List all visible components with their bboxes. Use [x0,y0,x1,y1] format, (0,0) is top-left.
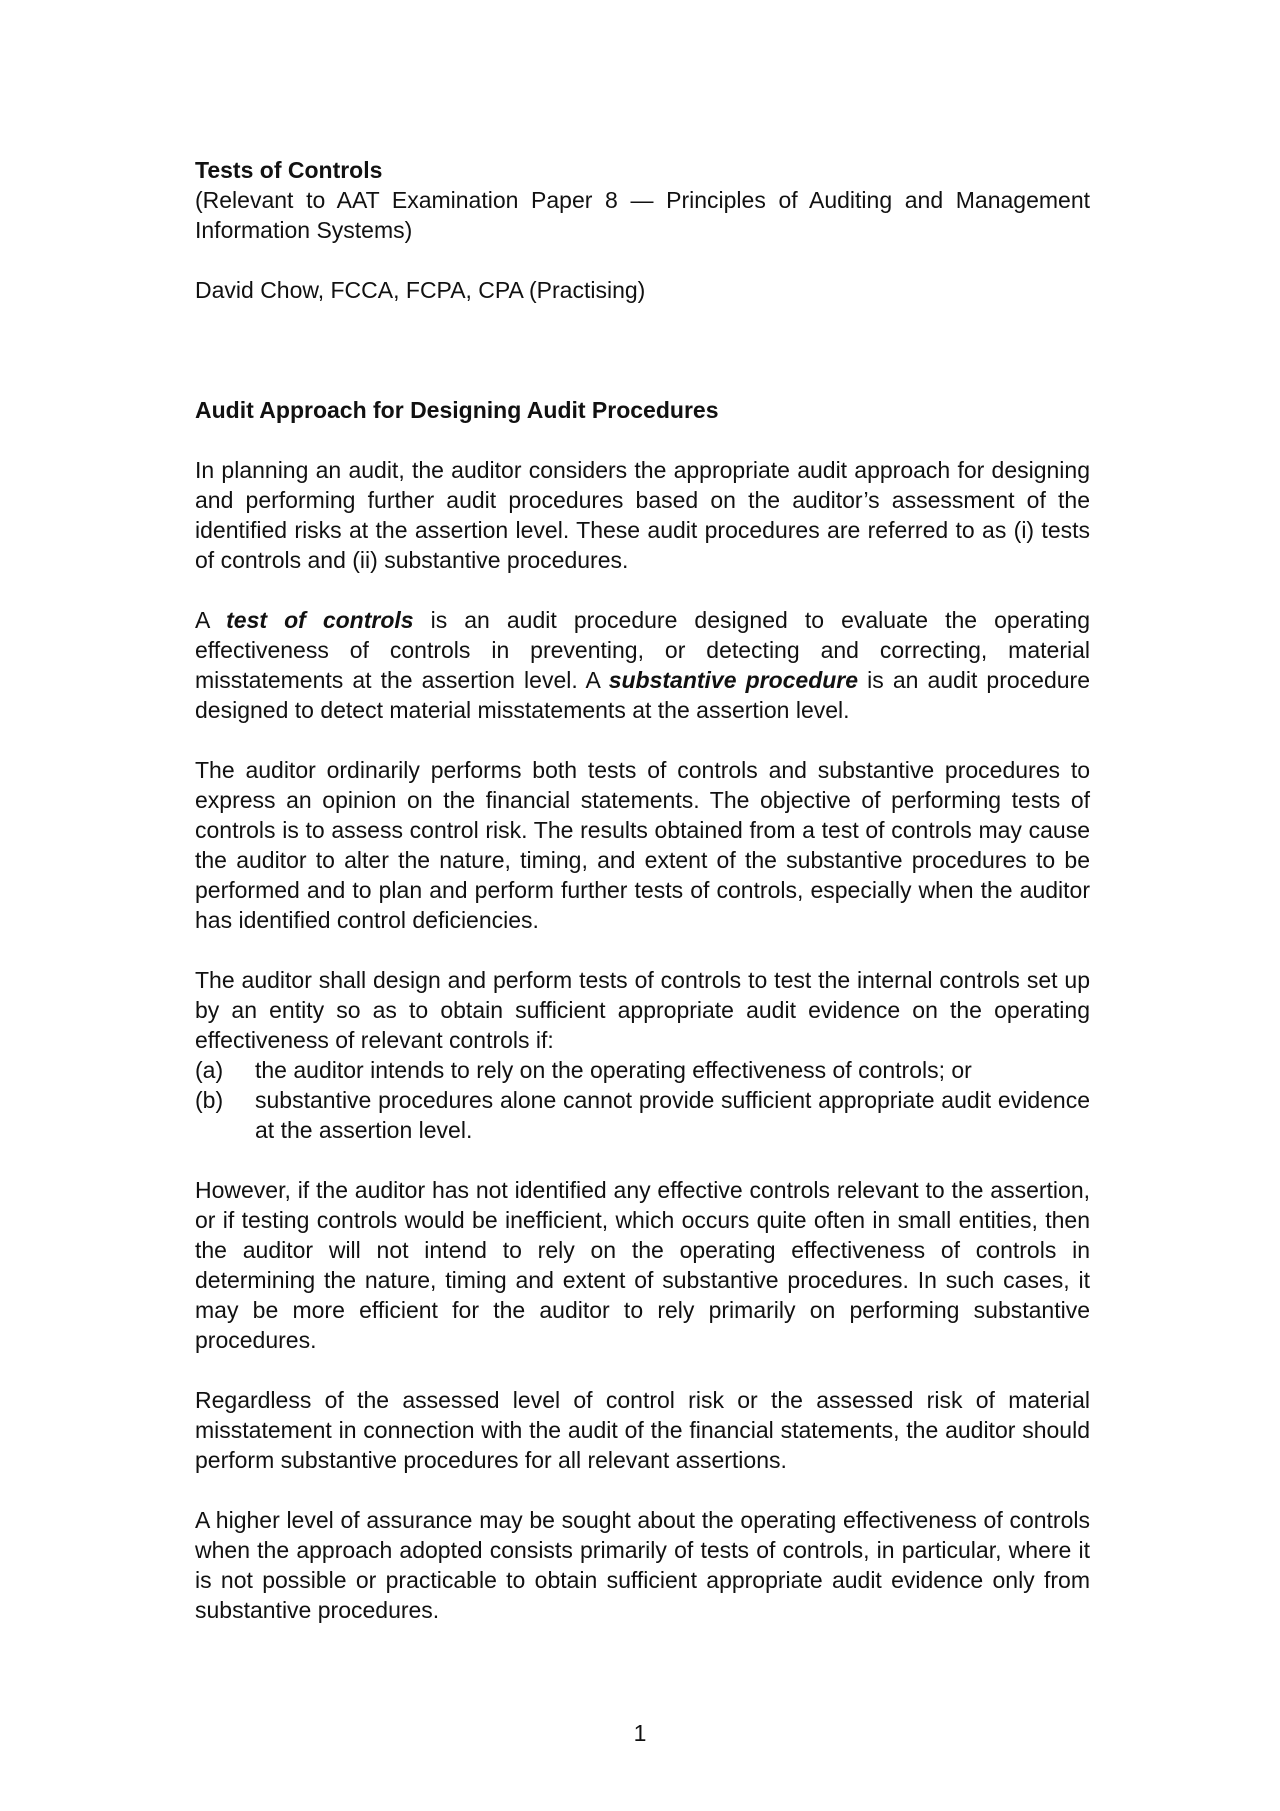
section-heading: Audit Approach for Designing Audit Procedures [195,397,719,423]
list-item [195,1055,1090,1085]
term-substantive-procedure: substantive procedure [608,667,859,693]
paragraph-audit-approach: In planning an audit, the auditor considers the appropriate audit approach for designing and performing further audit procedures based on the auditor’s assessment of the identified risks at the assertion level. These audit procedures are referred to as (i) tests of controls and (ii) substantive procedures. [195,457,1090,573]
paragraph-objective: The auditor ordinarily performs both tests of controls and substantive procedures to express an opinion on the financial statements. The objective of performing tests of controls is to assess control risk. The results obtained from a test of controls may cause the auditor to alter the nature, timing, and extent of the substantive procedures to be performed and to plan and perform further tests of controls, especially when the auditor has identified control deficiencies. [195,757,1090,933]
document-subtitle: (Relevant to AAT Examination Paper 8 — Principles of Auditing and Management Information Systems) [195,187,1090,243]
definition-tail-text: is an audit procedure designed to detect material misstatements at the assertion level. [195,667,1090,723]
list-marker: (b) [195,1087,224,1113]
list-item-text: the auditor intends to rely on the operating effectiveness of controls; or [255,1057,972,1083]
list-marker: (a) [195,1057,224,1083]
document-title: Tests of Controls [195,157,383,183]
conditions-list [195,1055,1090,1145]
definition-lead-text: A [195,607,227,633]
definition-middle-text: is an audit procedure designed to evaluate the operating effectiveness of controls in preventing, or detecting and correcting, material misstatements at the assertion level. A [195,607,1090,693]
list-item-text: substantive procedures alone cannot provide sufficient appropriate audit evidence at the assertion level. [255,1087,1090,1143]
paragraph-higher-assurance: A higher level of assurance may be sought about the operating effectiveness of controls when the approach adopted consists primarily of tests of controls, in particular, where it is not possible or practicable to obtain sufficient appropriate audit evidence only from substantive procedures. [195,1507,1090,1623]
paragraph-design-tests [195,965,1090,1145]
paragraph-definitions [195,605,1090,725]
paragraph-no-reliance: However, if the auditor has not identified any effective controls relevant to the assertion, or if testing controls would be inefficient, which occurs quite often in small entities, then the auditor will not intend to rely on the operating effectiveness of controls in determining the nature, timing and extent of substantive procedures. In such cases, it may be more efficient for the auditor to rely primarily on performing substantive procedures. [195,1177,1090,1353]
paragraph-substantive-required: Regardless of the assessed level of control risk or the assessed risk of material misstatement in connection with the audit of the financial statements, the auditor should perform substantive procedures for all relevant assertions. [195,1387,1090,1473]
document-page [195,155,1090,1625]
author-line: David Chow, FCCA, FCPA, CPA (Practising) [195,277,646,303]
term-test-of-controls: test of controls [226,607,414,633]
design-tests-intro: The auditor shall design and perform tests of controls to test the internal controls set up by an entity so as to obtain sufficient appropriate audit evidence on the operating effectiveness of relevant controls if: [195,967,1090,1053]
page-number: 1 [633,1720,647,1746]
list-item [195,1085,1090,1145]
